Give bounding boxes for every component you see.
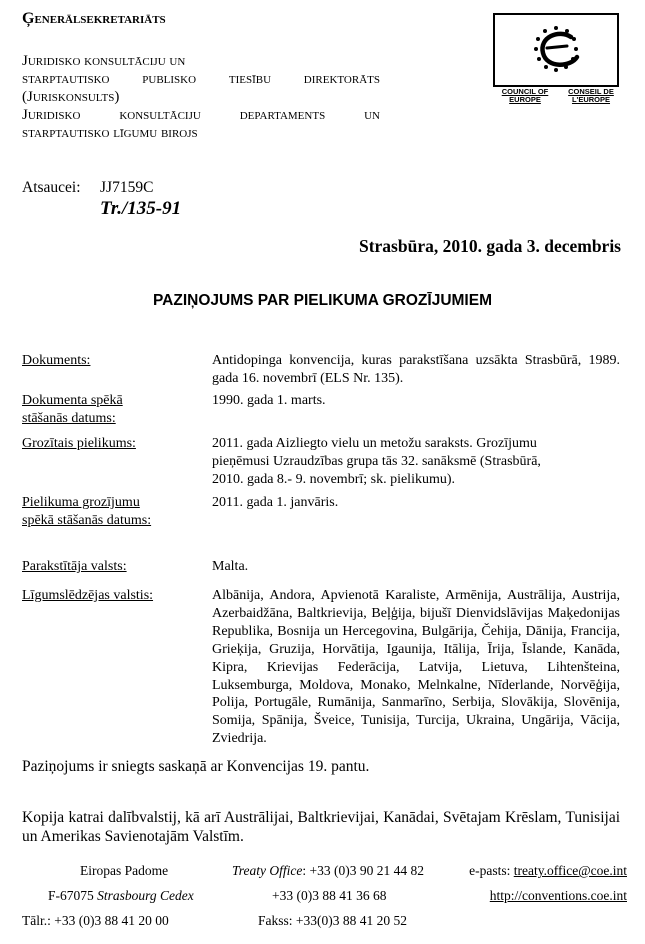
annex-entry-label-2: spēkā stāšanās datums: <box>22 513 152 528</box>
footer-url-link[interactable]: http://conventions.coe.int <box>489 888 627 903</box>
footer-fax-value: +33(0)3 88 41 20 52 <box>295 913 407 928</box>
annex-entry-label-1: Pielikuma grozījumu <box>22 495 140 510</box>
annex-value: 2011. gada Aizliegto vielu un metožu saraksts. Grozījumu pieņēmusi Uzraudzības grupa tās 32. sanāksmē (Strasbūrā, 2010. gada 8.- 9. novembrī; sk. pielikumu). <box>212 436 541 487</box>
footer-email-link[interactable]: treaty.office@coe.int <box>513 863 627 878</box>
footer-phone-value: +33 (0)3 88 41 20 00 <box>54 913 169 928</box>
copy-note: Kopija katrai dalībvalstij, kā arī Austrālijai, Baltkrievijai, Kanādai, Svētajam Krēslam, Tunisijai un Amerikas Savienotajām Valstīm. <box>22 809 620 845</box>
dept-line-1: Juridisko konsultāciju un <box>22 53 186 69</box>
footer-treaty-office-phone2: +33 (0)3 88 41 36 68 <box>272 888 387 903</box>
document-value: Antidopinga konvencija, kuras parakstīšana uzsākta Strasbūrā, 1989. gada 16. novembrī (ELS Nr. 135). <box>212 353 620 386</box>
document-label: Dokuments: <box>22 353 91 368</box>
logo-caption-en: COUNCIL OF EUROPE <box>501 87 549 104</box>
page-title: PAZIŅOJUMS PAR PIELIKUMA GROZĪJUMIEM <box>152 292 492 309</box>
dept-line-5: starptautisko līgumu birojs <box>22 125 198 141</box>
signatory-value: Malta. <box>212 559 249 574</box>
footer-fax <box>258 912 407 929</box>
entry-value: 1990. gada 1. marts. <box>212 393 326 408</box>
reference-number: Tr./135-91 <box>100 198 182 219</box>
place-date: Strasbūra, 2010. gada 3. decembris <box>358 236 621 256</box>
entry-label-2: stāšanās datums: <box>22 411 116 426</box>
footer-org: Eiropas Padome <box>80 863 169 878</box>
footer-treaty-office <box>232 862 424 879</box>
parties-value: Albānija, Andora, Apvienotā Karaliste, Armēnija, Austrālija, Austrija, Azerbaidžāna, Baltkrievija, Beļģija, bijušī Dienvidslāvijas Maķedonijas Republika, Bosnija un Hercegovina, Bulgārija, Čehija, Dānija, Francija, Grieķija, Gruzija, Horvātija, Igaunija, Itālija, Īrija, Īslande, Kanāda, Kipra, Krievijas Federācija, Latvija, Lietuva, Lihtenšteina, Luksemburga, Moldova, Monako, Melnkalne, Nīderlande, Norvēģija, Polija, Portugāle, Rumānija, Sanmarīno, Serbija, Slovākija, Slovēnija, Somija, Spānija, Šveice, Tunisija, Turcija, Ukraina, Ungārija, Vācija, Zviedrija. <box>212 588 620 747</box>
signatory-label: Parakstītāja valsts: <box>22 559 127 574</box>
annex-label: Grozītais pielikums: <box>22 436 136 451</box>
entry-label-1: Dokumenta spēkā <box>22 393 123 408</box>
parties-label: Līgumslēdzējas valstis: <box>22 588 154 603</box>
footer-treaty-office-label: Treaty Office <box>232 863 303 878</box>
footer-phone <box>22 912 169 929</box>
footer-email <box>469 862 627 879</box>
notice-text: Paziņojums ir sniegts saskaņā ar Konvencijas 19. pantu. <box>22 758 370 775</box>
footer-email-label: e-pasts: <box>469 863 511 878</box>
dept-line-3: (Juriskonsults) <box>22 89 120 105</box>
footer-address-city: Strasbourg Cedex <box>97 888 194 903</box>
annex-entry-value: 2011. gada 1. janvāris. <box>212 495 339 510</box>
footer-address <box>48 887 194 904</box>
logo-caption-fr: CONSEIL DE L'EUROPE <box>568 87 614 104</box>
dept-line-4: Juridisko konsultāciju departaments un <box>22 107 380 123</box>
dept-line-2: starptautisko publisko tiesību direktorāts <box>22 71 380 87</box>
footer-fax-label: Fakss: <box>258 913 293 928</box>
footer-treaty-office-phone: : +33 (0)3 90 21 44 82 <box>302 863 424 878</box>
footer-address-code: F-67075 <box>48 888 94 903</box>
org-title: Ģenerālsekretariāts <box>22 10 166 27</box>
reference-label: Atsaucei: <box>22 179 81 196</box>
reference-code: JJ7159C <box>100 179 154 196</box>
footer-phone-label: Tālr.: <box>22 913 51 928</box>
